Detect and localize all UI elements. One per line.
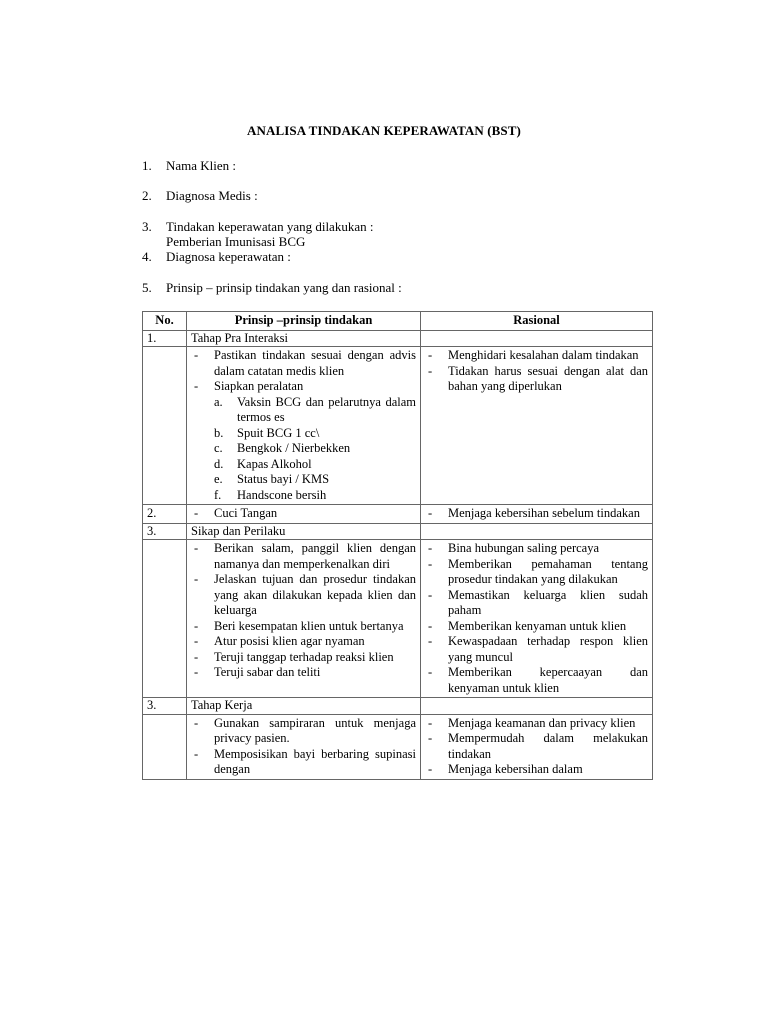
list-item: - Teruji sabar dan teliti xyxy=(191,665,416,681)
item-letter: c. xyxy=(214,441,223,455)
item-text: Diagnosa keperawatan : xyxy=(166,249,291,264)
table-row xyxy=(143,540,653,698)
table-row xyxy=(143,523,653,540)
principles-table xyxy=(142,311,653,780)
item-number: 1. xyxy=(142,158,152,173)
section-label: Tahap Kerja xyxy=(187,698,421,715)
list-item: - Mempermudah dalam melakukan tindakan xyxy=(425,731,648,762)
list-item xyxy=(191,472,416,488)
list-item: - Memberikan kenyaman untuk klien xyxy=(425,619,648,635)
item-text: Diagnosa Medis : xyxy=(166,188,258,203)
table-row xyxy=(143,714,653,779)
list-item: - Memberikan pemahaman tentang prosedur tindakan yang dilakukan xyxy=(425,557,648,588)
table-row xyxy=(143,330,653,347)
table-row xyxy=(143,347,653,505)
item-text: Status bayi / KMS xyxy=(237,472,330,486)
header-no: No. xyxy=(143,312,187,331)
header-principles: Prinsip –prinsip tindakan xyxy=(187,312,421,331)
list-item: - Menjaga kebersihan dalam xyxy=(425,762,648,778)
item-letter: f. xyxy=(214,487,222,502)
header-rationale: Rasional xyxy=(421,312,653,331)
document-title: ANALISA TINDAKAN KEPERAWATAN (BST) xyxy=(247,123,521,138)
list-item: - Jelaskan tujuan dan prosedur tindakan yang akan dilakukan kepada klien dan keluarga xyxy=(191,572,416,619)
list-item: - Gunakan sampiraran untuk menjaga privacy pasien. xyxy=(191,716,416,747)
list-item: - Memposisikan bayi berbaring supinasi dengan xyxy=(191,747,416,778)
item-number: 2. xyxy=(142,188,152,203)
item-text: Nama Klien : xyxy=(166,158,237,173)
item-letter: a. xyxy=(214,394,223,409)
section-label: Sikap dan Perilaku xyxy=(187,523,421,540)
list-item xyxy=(191,426,416,442)
list-item: - Menjaga keamanan dan privacy klien xyxy=(425,716,648,732)
list-item xyxy=(191,441,416,457)
list-item: - Memberikan kepercaayan dan kenyaman untuk klien xyxy=(425,665,648,696)
list-item: - Berikan salam, panggil klien dengan namanya dan memperkenalkan diri xyxy=(191,541,416,572)
item-text: Kapas Alkohol xyxy=(237,456,312,471)
item-text: Spuit BCG 1 cc\ xyxy=(237,425,320,440)
item-letter: b. xyxy=(214,425,224,440)
table-row xyxy=(143,698,653,715)
list-item: - Menjaga kebersihan sebelum tindakan xyxy=(425,506,648,522)
list-item xyxy=(191,395,416,426)
row-number: 3. xyxy=(143,698,187,715)
item-text: Vaksin BCG dan pelarutnya dalam termos es xyxy=(237,394,416,424)
list-item xyxy=(191,457,416,473)
list-item: - Cuci Tangan xyxy=(191,506,416,522)
list-item: - Teruji tanggap terhadap reaksi klien xyxy=(191,650,416,666)
item-number: 4. xyxy=(142,249,152,264)
table-row xyxy=(143,505,653,524)
table-header-row xyxy=(143,312,653,331)
principles-cell xyxy=(187,714,421,779)
item-text: Prinsip – prinsip tindakan yang dan rasional : xyxy=(166,280,402,295)
principles-cell xyxy=(187,347,421,505)
principles-cell xyxy=(187,540,421,698)
row-number: 1. xyxy=(143,330,187,347)
section-label: Tahap Pra Interaksi xyxy=(187,330,421,347)
rationale-cell xyxy=(421,714,653,779)
item-letter: d. xyxy=(214,456,224,471)
list-item: - Memastikan keluarga klien sudah paham xyxy=(425,588,648,619)
rationale-cell xyxy=(421,540,653,698)
list-item: - Pastikan tindakan sesuai dengan advis dalam catatan medis klien xyxy=(191,348,416,379)
item-letter: e. xyxy=(214,472,223,486)
list-item: - Tidakan harus sesuai dengan alat dan bahan yang diperlukan xyxy=(425,364,648,395)
list-item: - Siapkan peralatan xyxy=(191,379,416,395)
item-number: 3. xyxy=(142,219,152,234)
principles-cell xyxy=(187,505,421,524)
row-number: 2. xyxy=(143,505,187,524)
list-item: - Kewaspadaan terhadap respon klien yang muncul xyxy=(425,634,648,665)
list-item: - Beri kesempatan klien untuk bertanya xyxy=(191,619,416,635)
list-item: - Atur posisi klien agar nyaman xyxy=(191,634,416,650)
item-text: Bengkok / Nierbekken xyxy=(237,441,351,455)
item-text: Handscone bersih xyxy=(237,487,327,502)
row-number: 3. xyxy=(143,523,187,540)
list-item xyxy=(191,488,416,504)
rationale-cell xyxy=(421,505,653,524)
rationale-cell xyxy=(421,347,653,505)
item-subtext: Pemberian Imunisasi BCG xyxy=(166,234,306,249)
list-item: - Bina hubungan saling percaya xyxy=(425,541,648,557)
item-number: 5. xyxy=(142,280,152,295)
list-item: - Menghidari kesalahan dalam tindakan xyxy=(425,348,648,364)
item-text: Tindakan keperawatan yang dilakukan : xyxy=(166,219,374,234)
